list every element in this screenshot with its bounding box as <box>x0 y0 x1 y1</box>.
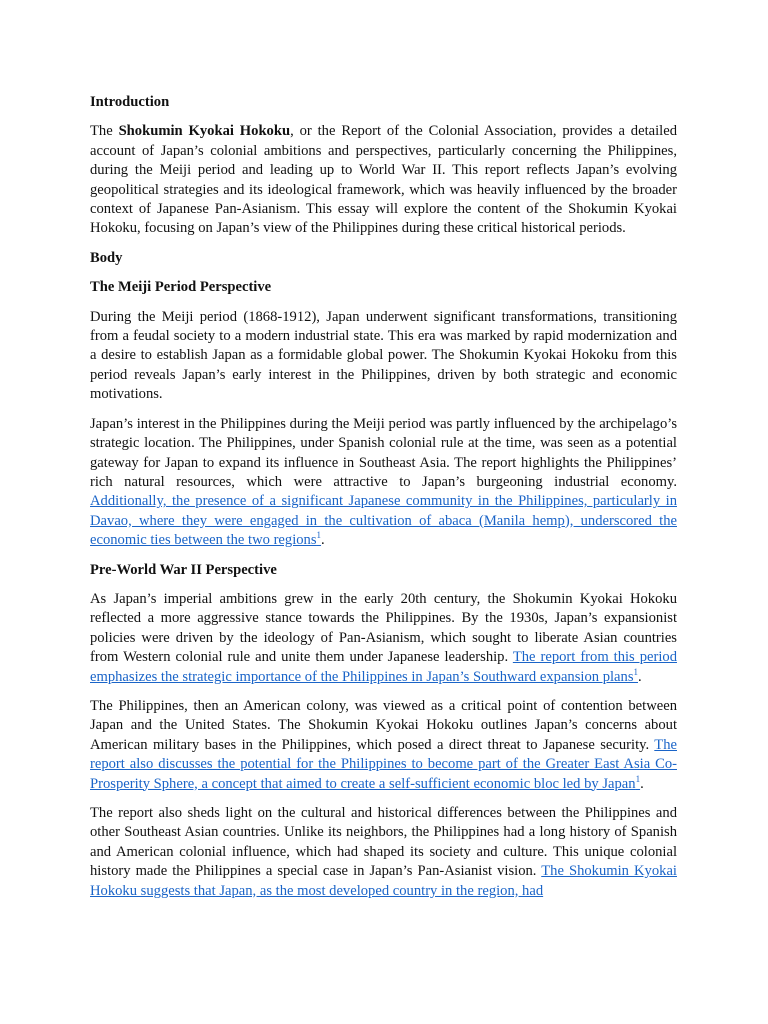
prewar-p2-end: . <box>640 775 644 792</box>
intro-text-pre: The <box>90 123 119 140</box>
heading-body: Body <box>90 249 123 266</box>
heading-introduction: Introduction <box>90 94 170 110</box>
meiji-p2-text: Japan’s interest in the Philippines during the Meiji period was partly influenced by the archipelago’s strategic location. The Philippines, under Spanish colonial rule at the time, was seen as a potential gateway for Japan to expand its influence in Southeast Asia. The report highlights the Philippines’ rich natural resources, which were attractive to Japan’s burgeoning industrial economy. <box>90 415 677 490</box>
prewar-p3-text: The report also sheds light on the cultural and historical differences between the Philippines and other Southeast Asian countries. Unlike its neighbors, the Philippines had a long history of Spanish and American colonial influence, which had shaped its society and culture. This unique colonial history made the Philippines a special case in Japan’s Pan-Asianist vision. <box>90 805 677 880</box>
prewar-p3-link[interactable]: The Shokumin Kyokai Hokoku suggests that Japan, as the most developed country in the region, had <box>90 863 677 899</box>
prewar-p2-footnote: 1 <box>635 773 641 784</box>
prewar-p1-end: . <box>638 668 642 685</box>
prewar-p1-link-text: The report from this period emphasizes the strategic importance of the Philippines in Japan’s Southward expansion plans <box>90 649 677 685</box>
prewar-p2-link-text: The report also discusses the potential for the Philippines to become part of the Greater East Asia Co-Prosperity Sphere, a concept that aimed to create a self-sufficient economic bloc led by Japan <box>90 736 677 792</box>
heading-meiji: The Meiji Period Perspective <box>90 279 272 296</box>
intro-bold-title: Shokumin Kyokai Hokoku <box>118 123 291 140</box>
prewar-p1-footnote: 1 <box>633 666 638 677</box>
meiji-p2-link[interactable] <box>90 493 677 548</box>
prewar-paragraph-3 <box>90 804 677 901</box>
meiji-p2-link-text: Additionally, the presence of a significant Japanese community in the Philippines, particularly in Davao, where they were engaged in the cultivation of abaca (Manila hemp), underscored the economic ties between the two regions <box>90 493 677 549</box>
document-page <box>90 93 677 911</box>
prewar-paragraph-1 <box>90 590 677 687</box>
meiji-p2-end: . <box>321 532 325 549</box>
prewar-p2-text: The Philippines, then an American colony, was viewed as a critical point of contention between Japan and the United States. The Shokumin Kyokai Hokoku outlines Japan’s concerns about American military bases in the Philippines, which posed a direct threat to Japanese security. <box>90 697 677 753</box>
meiji-paragraph-1: During the Meiji period (1868-1912), Japan underwent significant transformations, transitioning from a feudal society to a modern industrial state. This era was marked by rapid modernization and a desire to establish Japan as a formidable global power. The Shokumin Kyokai Hokoku from this period reveals Japan’s early interest in the Philippines, driven by both strategic and economic motivations. <box>90 308 677 403</box>
meiji-paragraph-2 <box>90 415 677 551</box>
prewar-p1-text: As Japan’s imperial ambitions grew in the early 20th century, the Shokumin Kyokai Hokoku reflected a more aggressive stance towards the Philippines. By the 1930s, Japan’s expansionist policies were driven by the ideology of Pan-Asianism, which sought to liberate Asian countries from Western colonial rule and unite them under Japanese leadership. <box>90 590 677 666</box>
intro-text-post: , or the Report of the Colonial Association, provides a detailed account of Japan’s colonial ambitions and perspectives, particularly concerning the Philippines, during the Meiji period and leading up to World War II. This report reflects Japan’s evolving geopolitical strategies and its ideological framework, which was heavily influenced by the broader context of Japanese Pan-Asianism. This essay will explore the content of the Shokumin Kyokai Hokoku, focusing on Japan’s view of the Philippines during these critical historical periods. <box>90 123 677 237</box>
meiji-p2-footnote: 1 <box>316 530 322 541</box>
intro-paragraph <box>90 122 677 238</box>
heading-prewar: Pre-World War II Perspective <box>90 561 277 578</box>
prewar-paragraph-2 <box>90 697 677 794</box>
